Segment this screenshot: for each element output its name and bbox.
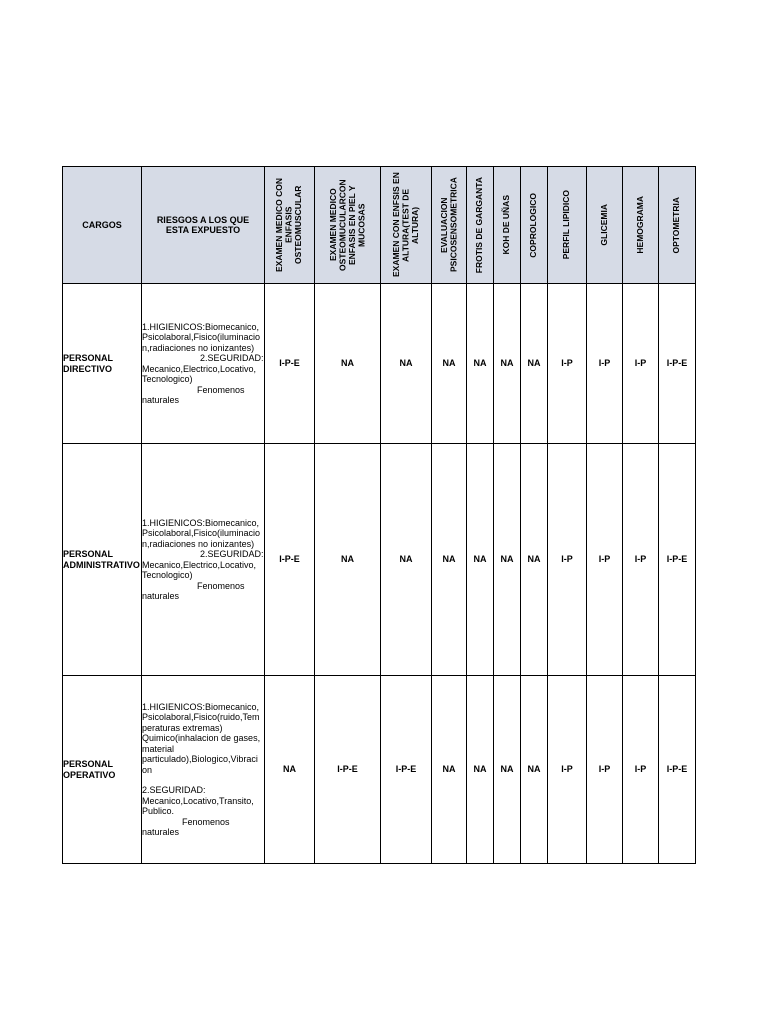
value-cell: NA (521, 444, 548, 676)
riesgo-naturales: naturales (142, 827, 180, 837)
riesgos-cell (142, 676, 265, 864)
header-exam-osteomuscular: EXAMEN MEDICO CON ENFASIS OSTEOMUSCULAR (265, 167, 315, 284)
value-cell: NA (432, 444, 467, 676)
value-cell: I-P (623, 284, 659, 444)
riesgos-cell (142, 284, 265, 444)
value-cell: I-P (587, 284, 623, 444)
value-cell: I-P-E (315, 676, 381, 864)
riesgo-naturales: naturales (142, 395, 180, 405)
value-cell: I-P (548, 284, 587, 444)
value-cell: I-P-E (659, 676, 696, 864)
value-cell: NA (467, 444, 494, 676)
header-exam-altura: EXAMEN CON ENFSIS EN ALTURA(TEST DE ALTURA) (381, 167, 432, 284)
header-riesgos: RIESGOS A LOS QUE ESTA EXPUESTO (142, 167, 265, 284)
value-cell: NA (265, 676, 315, 864)
value-cell: I-P-E (659, 444, 696, 676)
cargo-cell: PERSONAL OPERATIVO (63, 676, 142, 864)
header-exam-koh: KOH DE UÑAS (494, 167, 521, 284)
value-cell: NA (467, 284, 494, 444)
riesgo-fenomenos: Fenomenos (182, 816, 230, 827)
value-cell: NA (494, 284, 521, 444)
value-cell: NA (494, 676, 521, 864)
riesgo-seguridad-heading: 2.SEGURIDAD: (200, 549, 264, 559)
riesgo-seguridad-heading: 2.SEGURIDAD: (200, 353, 264, 363)
header-exam-psicosensometrica: EVALUACION PSICOSENSOMETRICA (432, 167, 467, 284)
cargo-cell: PERSONAL DIRECTIVO (63, 284, 142, 444)
header-exam-glicemia: GLICEMIA (587, 167, 623, 284)
value-cell: NA (467, 676, 494, 864)
value-cell: I-P (548, 676, 587, 864)
riesgos-cell (142, 444, 265, 676)
value-cell: NA (494, 444, 521, 676)
riesgo-higienicos: 1.HIGIENICOS:Biomecanico, Psicolaboral,Fisico(iluminacio n,radiaciones no ionizantes) (142, 517, 261, 549)
value-cell: NA (315, 284, 381, 444)
value-cell: NA (315, 444, 381, 676)
header-exam-coprologico: COPROLOGICO (521, 167, 548, 284)
value-cell: I-P-E (381, 676, 432, 864)
riesgo-seguridad-detail: Mecanico,Electrico,Locativo, Tecnologico) (142, 559, 257, 580)
table-row (63, 444, 696, 676)
value-cell: I-P-E (265, 444, 315, 676)
riesgo-naturales: naturales (142, 591, 180, 601)
header-row (63, 167, 696, 284)
value-cell: I-P-E (265, 284, 315, 444)
value-cell: NA (432, 284, 467, 444)
cargo-cell: PERSONAL ADMINISTRATIVO (63, 444, 142, 676)
header-exam-optometria: OPTOMETRIA (659, 167, 696, 284)
value-cell: NA (521, 676, 548, 864)
header-exam-piel-mucosas: EXAMEN MEDICO OSTEOMUCULARCON ENFASIS EN PIEL Y MUCOSAS (315, 167, 381, 284)
riesgo-higienicos: 1.HIGIENICOS:Biomecanico, Psicolaboral,Fisico(iluminacio n,radiaciones no ionizantes) (142, 321, 261, 353)
header-exam-hemograma: HEMOGRAMA (623, 167, 659, 284)
value-cell: NA (432, 676, 467, 864)
header-cargos: CARGOS (63, 167, 142, 284)
value-cell: NA (381, 284, 432, 444)
riesgo-fenomenos: Fenomenos (197, 384, 245, 395)
value-cell: I-P-E (659, 284, 696, 444)
table-row (63, 284, 696, 444)
table-row (63, 676, 696, 864)
riesgo-seguridad-detail: Mecanico,Locativo,Transito, Publico. (142, 795, 254, 816)
header-exam-perfil-lipidico: PERFIL LIPIDICO (548, 167, 587, 284)
riesgo-seguridad-heading: 2.SEGURIDAD: (142, 785, 206, 795)
value-cell: NA (521, 284, 548, 444)
value-cell: I-P (587, 444, 623, 676)
value-cell: NA (381, 444, 432, 676)
value-cell: I-P (623, 444, 659, 676)
value-cell: I-P (587, 676, 623, 864)
header-exam-frotis: FROTIS DE GARGANTA (467, 167, 494, 284)
value-cell: I-P (623, 676, 659, 864)
exam-matrix-table (62, 166, 696, 864)
riesgo-fenomenos: Fenomenos (197, 580, 245, 591)
value-cell: I-P (548, 444, 587, 676)
riesgo-seguridad-detail: Mecanico,Electrico,Locativo, Tecnologico) (142, 363, 257, 384)
riesgo-higienicos: 1.HIGIENICOS:Biomecanico, Psicolaboral,Fisico(ruido,Tem peraturas extremas) Quimico(inhalacion de gases, material particulado),Biologico,Vibraci on (142, 701, 261, 775)
